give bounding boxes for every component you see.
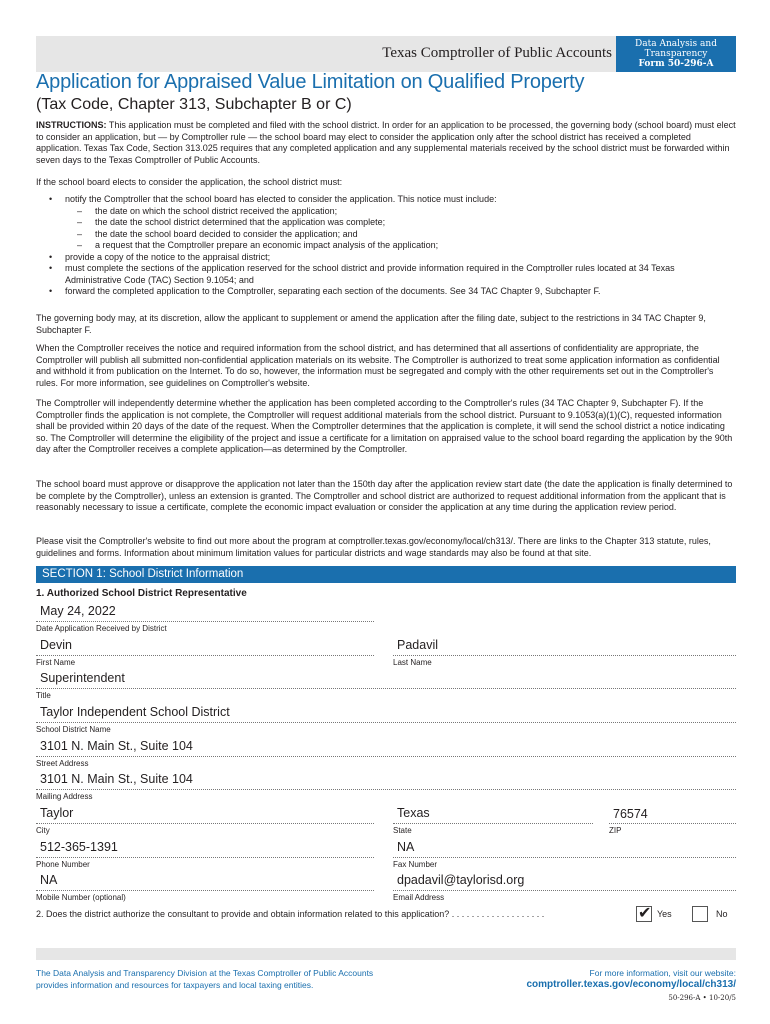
mailing-address-caption: Mailing Address [36,792,93,801]
instructions-block [36,120,736,166]
form-id-box [616,36,736,72]
instructions-paragraph [36,120,736,166]
phone-field[interactable] [36,840,374,872]
date-received-value: May 24, 2022 [40,604,116,618]
requirements-list [36,194,736,298]
mailing-address-value: 3101 N. Main St., Suite 104 [40,772,193,786]
field-line [393,655,736,656]
zip-field[interactable] [609,806,736,838]
question-1-label: 1. Authorized School District Representative [36,588,247,599]
no-label: No [716,909,728,919]
field-line [36,857,374,858]
field-line [36,621,374,622]
no-checkbox[interactable] [692,906,708,922]
first-name-value: Devin [40,638,72,652]
date-received-field[interactable] [36,604,374,636]
list-item: – the date on which the school district received the application; [65,206,736,218]
city-field[interactable] [36,806,374,838]
question-2-label: 2. Does the district authorize the consultant to provide and obtain information related to this application? . . . . . . . . . . . . . . . . . . . [36,909,545,919]
field-line [36,655,374,656]
title-field[interactable] [36,671,736,703]
fax-field[interactable] [393,840,736,872]
elect-intro: If the school board elects to consider the application, the school district must: [36,177,343,187]
footer-left-line-2: provides information and resources for taxpayers and local taxing entities. [36,980,314,990]
list-item: • forward the completed application to the Comptroller, separating each section of the documents. See 34 TAC Chapter 9, Subchapter F. [36,286,736,298]
notice-paragraph: When the Comptroller receives the notice and required information from the school district, and has determined that all assertions of confidentiality are appropriate, the Comptroller will publish all submitted non-confidential application materials on its website. The Comptroller is authorized to treat some application information as confidential and withhold it from publication on the Internet. To do so, however, the information must be segregated and comply with the other requirements set out in the Comptroller's rules. For more information, see guidelines on Comptroller's website. [36,343,720,388]
mailing-address-field[interactable] [36,772,736,804]
fax-caption: Fax Number [393,860,438,869]
field-line [36,789,736,790]
field-line [36,756,736,757]
street-address-field[interactable] [36,739,736,771]
field-line [36,722,736,723]
zip-caption: ZIP [609,826,622,835]
division-line-1: Data Analysis and [635,39,717,49]
field-line [36,823,374,824]
list-item: – a request that the Comptroller prepare an economic impact analysis of the application; [65,240,736,252]
email-caption: Email Address [393,893,445,902]
independent-paragraph: The Comptroller will independently determine whether the application has been completed according to the Comptroller's rules (34 TAC Chapter 9, Subchapter F). If the Comptroller finds the application is not complete, the Comptroller will request additional materials from the school district. Pursuant to 9.1053(a)(1)(C), requested information shall be provided within 20 days of the date of the request. When the Comptroller determines that the application is complete, it will send the school district a notice indicating so. The Comptroller will determine the eligibility of the project and issue a certificate for a limitation on appraised value to the school board regarding the application by the 90th day after the Comptroller receives a complete application—as determined by the Comptroller. [36,398,733,454]
list-item [36,194,736,252]
last-name-value: Padavil [397,638,438,652]
instructions-label: INSTRUCTIONS: [36,120,107,130]
footer-website [526,967,736,991]
mobile-value: NA [40,873,58,887]
field-line [393,890,736,891]
list-item: • must complete the sections of the application reserved for the school district and provide information required in the Comptroller rules located at 34 Texas Administrative Code (TAC) Section 9.1054; and [36,263,736,286]
approve-paragraph: The school board must approve or disapprove the application not later than the 150th day after the application review start date (the date the application is finally determined to be complete by the Comptroller), unless an extension is granted. The Comptroller and school district are authorized to request additional information from the applicant that is reasonably necessary to issue a certificate, complete the economic impact evaluation or consider the application at any time during the application review period. [36,479,733,512]
governing-paragraph: The governing body may, at its discretion, allow the applicant to supplement or amend the application after the filing date, subject to the restrictions in 34 TAC Chapter 9, Subchapter F. [36,313,706,335]
yes-checkbox[interactable] [636,906,652,922]
street-address-caption: Street Address [36,759,89,768]
field-line [393,857,736,858]
list-item: – the date the school district determined that the application was complete; [65,217,736,229]
title-value: Superintendent [40,671,125,685]
website-link[interactable]: comptroller.texas.gov/economy/local/ch313/ [526,979,736,990]
zip-value: 76574 [613,807,648,821]
district-name-field[interactable] [36,705,736,737]
footer-description [36,967,416,991]
page-subtitle: (Tax Code, Chapter 313, Subchapter B or C) [36,96,352,113]
first-name-field[interactable] [36,638,374,670]
section-1-header [36,566,736,583]
bullet-notify: notify the Comptroller that the school board has elected to consider the application. This notice must include: [65,194,497,204]
phone-value: 512-365-1391 [40,840,118,854]
footer-right-line-1: For more information, visit our website: [589,968,736,978]
title-caption: Title [36,691,51,700]
email-field[interactable] [393,873,736,905]
district-name-value: Taylor Independent School District [40,705,230,719]
state-value: Texas [397,806,430,820]
mobile-field[interactable] [36,873,374,905]
yes-label: Yes [657,909,672,919]
form-id: Form 50-296-A [638,59,714,69]
visit-paragraph: Please visit the Comptroller's website to find out more about the program at comptroller.texas.gov/economy/local/ch313/. There are links to the Chapter 313 statute, rules, guidelines and forms. Information about minimum limitation values for particular districts and wage standards may also be found at that site. [36,536,711,558]
first-name-caption: First Name [36,658,76,667]
state-caption: State [393,826,412,835]
page-title: Application for Appraised Value Limitation on Qualified Property [36,71,585,93]
district-name-caption: School District Name [36,725,111,734]
date-received-caption: Date Application Received by District [36,624,167,633]
requirements-list-block [36,194,736,298]
street-address-value: 3101 N. Main St., Suite 104 [40,739,193,753]
field-line [393,823,593,824]
field-line [36,688,736,689]
list-item: – the date the school board decided to consider the application; and [65,229,736,241]
city-value: Taylor [40,806,74,820]
footer-bar [36,948,736,960]
notice-contents-list [65,206,736,252]
fax-value: NA [397,840,415,854]
section-1-title: SECTION 1: School District Information [42,568,244,580]
agency-name: Texas Comptroller of Public Accounts [382,45,612,61]
last-name-caption: Last Name [393,658,432,667]
list-item: • provide a copy of the notice to the appraisal district; [36,252,736,264]
mobile-caption: Mobile Number (optional) [36,893,126,902]
division-line-2: Transparency [644,49,708,59]
header-bar [36,36,736,72]
checkmark-icon: ✔ [638,905,652,922]
field-line [36,890,374,891]
state-field[interactable] [393,806,593,838]
footer-left-line-1: The Data Analysis and Transparency Division at the Texas Comptroller of Public Accounts [36,968,374,978]
last-name-field[interactable] [393,638,736,670]
city-caption: City [36,826,50,835]
email-value: dpadavil@taylorisd.org [397,873,525,887]
field-line [609,823,736,824]
form-number: 50-296-A • 10-20/5 [668,994,736,1002]
phone-caption: Phone Number [36,860,90,869]
instructions-text: This application must be completed and filed with the school district. In order for an application to be processed, the governing body (school board) must elect to consider an application, but — by Comptroller rule — the school board may elect to consider the application only after the school district has received a completed application. Texas Tax Code, Section 313.025 requires that any completed application and any supplemental materials received by the school district must be forwarded within seven days to the Texas Comptroller of Public Accounts. [36,120,736,165]
